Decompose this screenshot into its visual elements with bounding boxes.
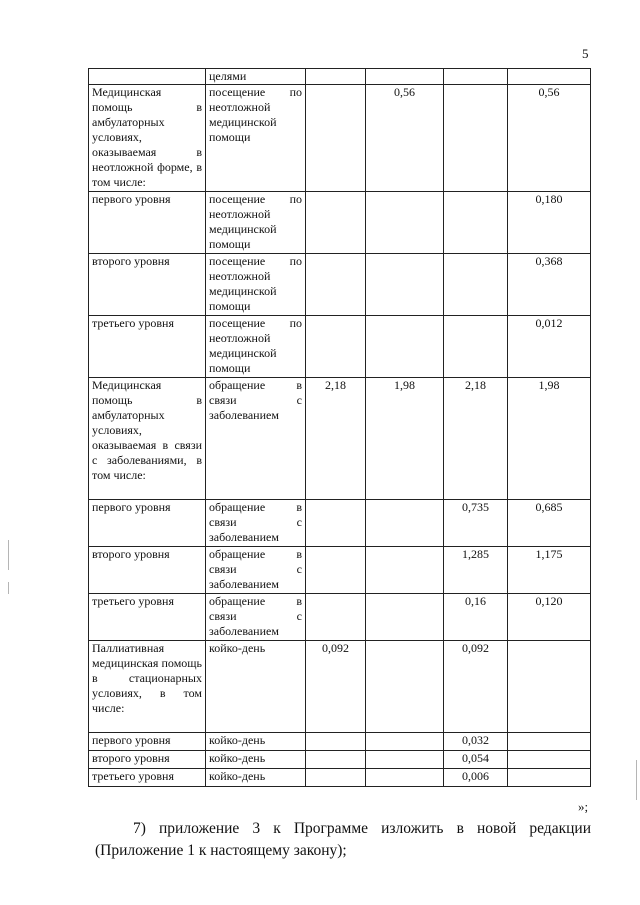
- value-cell: 1,98: [366, 378, 444, 500]
- value-cell: [444, 192, 508, 254]
- service-type-cell: третьего уровня: [89, 594, 206, 641]
- paragraph-line-2: (Приложение 1 к настоящему закону);: [95, 842, 347, 859]
- value-cell: 0,16: [444, 594, 508, 641]
- value-cell: 2,18: [444, 378, 508, 500]
- value-cell: [508, 69, 591, 85]
- table-row: [89, 316, 591, 378]
- table-row: [89, 378, 591, 500]
- service-type-cell: первого уровня: [89, 192, 206, 254]
- table-row: [89, 547, 591, 594]
- table-row: [89, 500, 591, 547]
- unit-cell: койко-день: [206, 769, 306, 787]
- unit-cell: обращение в связи с заболеванием: [206, 500, 306, 547]
- value-cell: [508, 641, 591, 733]
- service-type-cell: Медицинская помощь в амбулаторных условиях, оказываемая в связи с заболеваниями, в том числе:: [89, 378, 206, 500]
- table-row: [89, 733, 591, 751]
- indicator-table: [88, 68, 591, 787]
- value-cell: [306, 594, 366, 641]
- value-cell: 0,120: [508, 594, 591, 641]
- value-cell: [366, 733, 444, 751]
- value-cell: [306, 192, 366, 254]
- page-number: 5: [582, 46, 589, 61]
- service-type-cell: второго уровня: [89, 254, 206, 316]
- value-cell: [306, 769, 366, 787]
- unit-cell: посещение по неотложной медицинской помощи: [206, 192, 306, 254]
- value-cell: 0,054: [444, 751, 508, 769]
- value-cell: 1,285: [444, 547, 508, 594]
- unit-cell: обращение в связи с заболеванием: [206, 594, 306, 641]
- table-row: [89, 594, 591, 641]
- unit-cell: посещение по неотложной медицинской помощи: [206, 254, 306, 316]
- value-cell: [366, 547, 444, 594]
- service-type-cell: третьего уровня: [89, 769, 206, 787]
- unit-cell: обращение в связи с заболеванием: [206, 378, 306, 500]
- unit-cell: обращение в связи с заболеванием: [206, 547, 306, 594]
- value-cell: [306, 69, 366, 85]
- table-row: [89, 192, 591, 254]
- value-cell: 0,56: [508, 85, 591, 192]
- service-type-cell: Медицинская помощь в амбулаторных условиях, оказываемая в неотложной форме, в том числе:: [89, 85, 206, 192]
- value-cell: [366, 192, 444, 254]
- value-cell: 1,98: [508, 378, 591, 500]
- value-cell: 0,032: [444, 733, 508, 751]
- value-cell: [366, 500, 444, 547]
- value-cell: 0,56: [366, 85, 444, 192]
- service-type-cell: Паллиативная медицинская помощь в стационарных условиях, в том числе:: [89, 641, 206, 733]
- value-cell: [366, 594, 444, 641]
- value-cell: [306, 733, 366, 751]
- value-cell: [444, 254, 508, 316]
- value-cell: [444, 316, 508, 378]
- service-type-cell: второго уровня: [89, 547, 206, 594]
- value-cell: [508, 769, 591, 787]
- value-cell: [366, 751, 444, 769]
- margin-mark: [8, 540, 9, 570]
- table-row: [89, 254, 591, 316]
- value-cell: [444, 85, 508, 192]
- value-cell: [306, 254, 366, 316]
- service-type-cell: третьего уровня: [89, 316, 206, 378]
- paragraph-line-1: 7) приложение 3 к Программе изложить в новой редакции: [133, 820, 591, 837]
- table-body: [89, 69, 591, 787]
- value-cell: [508, 733, 591, 751]
- table-row: [89, 69, 591, 85]
- table-row: [89, 751, 591, 769]
- value-cell: [366, 769, 444, 787]
- value-cell: [306, 85, 366, 192]
- value-cell: 0,180: [508, 192, 591, 254]
- unit-cell: койко-день: [206, 641, 306, 733]
- closing-quote: »;: [578, 799, 589, 814]
- margin-mark: [8, 582, 9, 594]
- service-type-cell: [89, 69, 206, 85]
- service-type-cell: первого уровня: [89, 500, 206, 547]
- value-cell: [306, 751, 366, 769]
- value-cell: 0,368: [508, 254, 591, 316]
- unit-cell: койко-день: [206, 751, 306, 769]
- value-cell: 0,735: [444, 500, 508, 547]
- value-cell: [366, 69, 444, 85]
- value-cell: [306, 547, 366, 594]
- unit-cell: посещение по неотложной медицинской помощи: [206, 316, 306, 378]
- value-cell: [366, 254, 444, 316]
- value-cell: [444, 69, 508, 85]
- table-row: [89, 769, 591, 787]
- unit-cell: койко-день: [206, 733, 306, 751]
- value-cell: 0,092: [306, 641, 366, 733]
- table-row: [89, 85, 591, 192]
- value-cell: [366, 316, 444, 378]
- margin-mark: [636, 760, 637, 800]
- amendment-paragraph: [95, 818, 591, 862]
- unit-cell: целями: [206, 69, 306, 85]
- service-type-cell: первого уровня: [89, 733, 206, 751]
- value-cell: 0,006: [444, 769, 508, 787]
- value-cell: 1,175: [508, 547, 591, 594]
- value-cell: [508, 751, 591, 769]
- table-row: [89, 641, 591, 733]
- service-type-cell: второго уровня: [89, 751, 206, 769]
- value-cell: [306, 316, 366, 378]
- value-cell: [366, 641, 444, 733]
- value-cell: 0,012: [508, 316, 591, 378]
- value-cell: 0,092: [444, 641, 508, 733]
- value-cell: [306, 500, 366, 547]
- value-cell: 2,18: [306, 378, 366, 500]
- unit-cell: посещение по неотложной медицинской помощи: [206, 85, 306, 192]
- value-cell: 0,685: [508, 500, 591, 547]
